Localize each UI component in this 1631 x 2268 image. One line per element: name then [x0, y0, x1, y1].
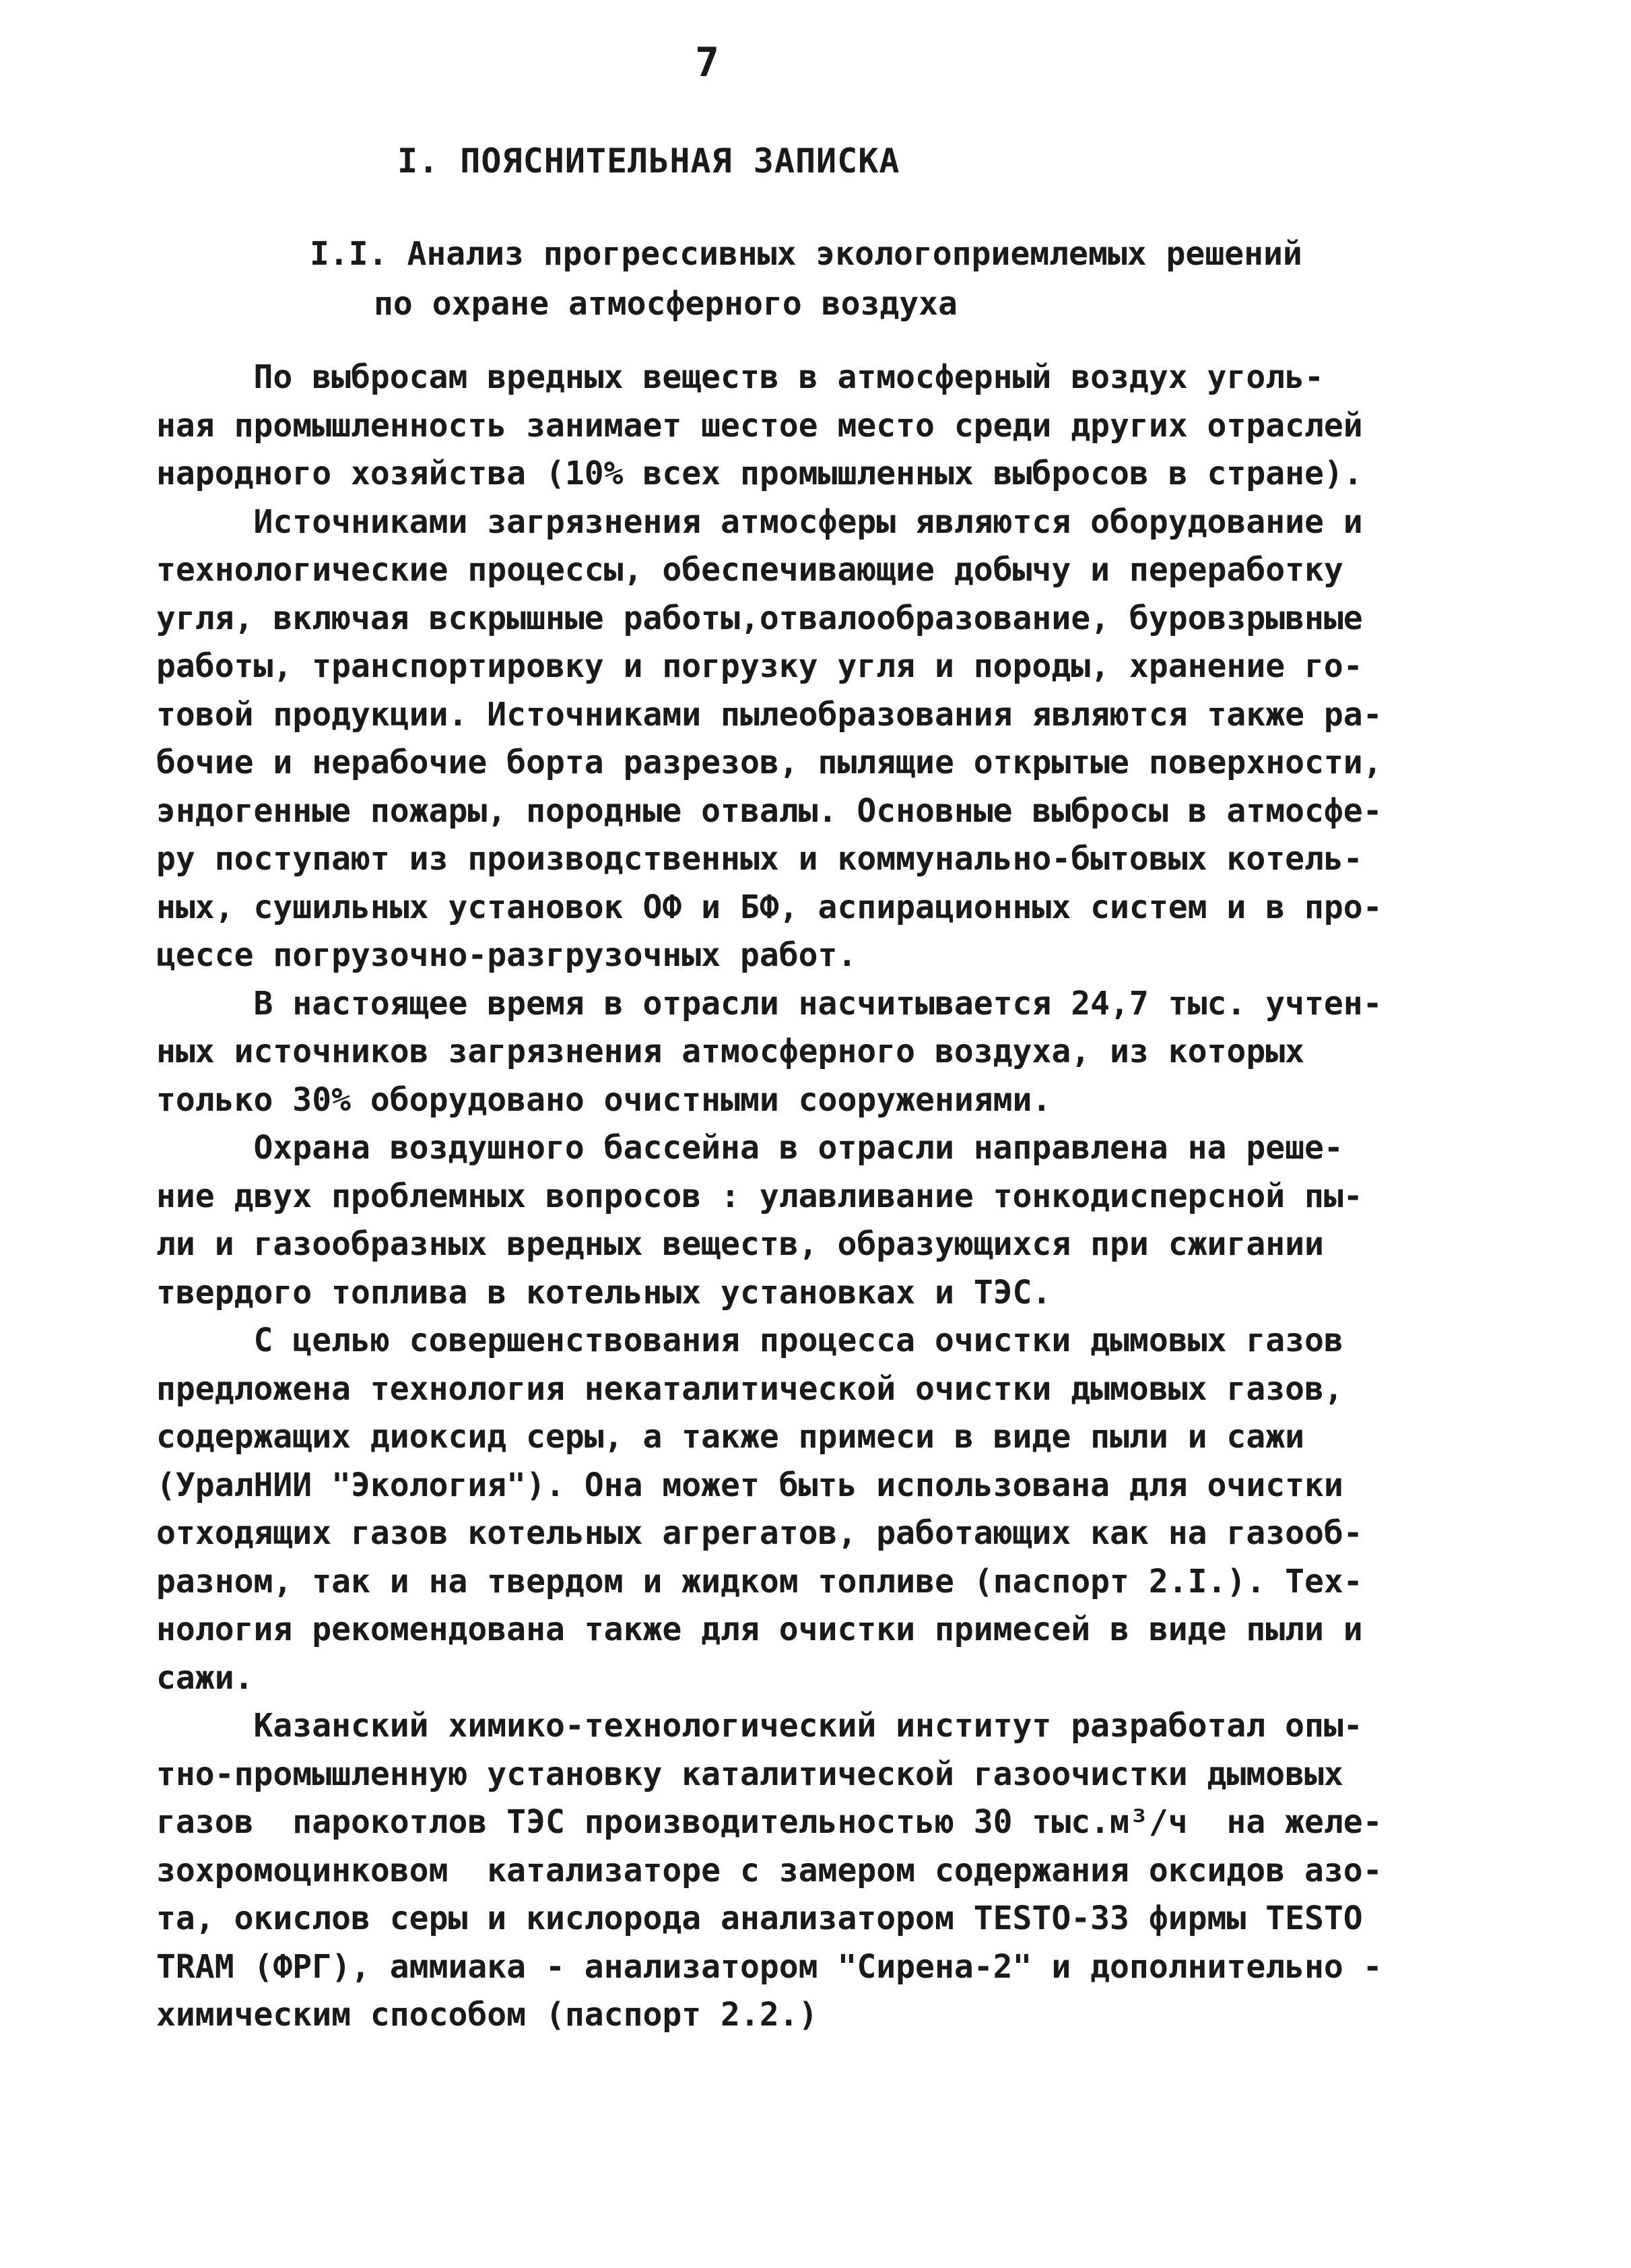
text-line: твердого топлива в котельных установках и ТЭС.	[156, 1273, 1052, 1311]
paragraph	[156, 1124, 1496, 1317]
paragraph	[156, 1317, 1496, 1702]
text-line: (УралНИИ "Экология"). Она может быть использована для очистки	[156, 1466, 1343, 1504]
text-line: ли и газообразных вредных веществ, образующихся при сжигании	[156, 1225, 1324, 1263]
text-line: эндогенные пожары, породные отвалы. Основные выбросы в атмосфе-	[156, 791, 1383, 830]
text-line: ная промышленность занимает шестое место среди других отраслей	[156, 406, 1363, 445]
subsection-title	[310, 229, 1302, 329]
text-line: химическим способом (паспорт 2.2.)	[156, 1996, 818, 2034]
text-line: разном, так и на твердом и жидком топливе (паспорт 2.I.). Тех-	[156, 1562, 1363, 1600]
text-line: TRAM (ФРГ), аммиака - анализатором "Сирена-2" и дополнительно -	[156, 1947, 1383, 1986]
text-line: По выбросам вредных веществ в атмосферный воздух уголь-	[156, 358, 1324, 396]
text-line: предложена технология некаталитической очистки дымовых газов,	[156, 1369, 1343, 1408]
paragraph	[156, 354, 1496, 498]
text-line: зохромоцинковом катализаторе с замером содержания оксидов азо-	[156, 1851, 1383, 1889]
text-line: Казанский химико-технологический институт разработал опы-	[156, 1707, 1363, 1745]
text-line: В настоящее время в отрасли насчитывается 24,7 тыс. учтен-	[156, 984, 1383, 1023]
text-line: угля, включая вскрышные работы,отвалообразование, буровзрывные	[156, 599, 1363, 637]
text-line: Источниками загрязнения атмосферы являются оборудование и	[156, 503, 1363, 541]
text-line: нология рекомендована также для очистки примесей в виде пыли и	[156, 1611, 1363, 1648]
paragraph	[156, 498, 1496, 980]
text-line: газов парокотлов ТЭС производительностью 30 тыс.м³/ч на желе-	[156, 1803, 1383, 1841]
text-line: ру поступают из производственных и коммунально-бытовых котель-	[156, 840, 1363, 878]
text-line: ных источников загрязнения атмосферного воздуха, из которых	[156, 1033, 1305, 1070]
paragraph	[156, 980, 1496, 1125]
text-line: ние двух проблемных вопросов : улавливание тонкодисперсной пы-	[156, 1177, 1363, 1215]
subsection-title-line: по охране атмосферного воздуха	[374, 285, 958, 323]
text-line: Охрана воздушного бассейна в отрасли направлена на реше-	[156, 1129, 1343, 1167]
text-line: С целью совершенствования процесса очистки дымовых газов	[156, 1322, 1343, 1359]
text-line: технологические процессы, обеспечивающие добычу и переработку	[156, 551, 1343, 589]
page-number: 7	[694, 39, 720, 86]
paragraph	[156, 1702, 1496, 2040]
text-line: народного хозяйства (10% всех промышленных выбросов в стране).	[156, 455, 1363, 492]
text-line: тно-промышленную установку каталитической газоочистки дымовых	[156, 1755, 1343, 1793]
text-line: работы, транспортировку и погрузку угля и породы, хранение го-	[156, 647, 1363, 685]
text-line: отходящих газов котельных агрегатов, работающих как на газооб-	[156, 1514, 1363, 1552]
body-text	[156, 354, 1496, 2040]
text-line: бочие и нерабочие борта разрезов, пылящие открытые поверхности,	[156, 744, 1383, 781]
subsection-title-line: I.I. Анализ прогрессивных экологоприемлемых решений	[310, 235, 1302, 273]
text-line: цессе погрузочно-разгрузочных работ.	[156, 936, 857, 974]
text-line: ных, сушильных установок ОФ и БФ, аспирационных систем и в про-	[156, 888, 1383, 926]
text-line: сажи.	[156, 1658, 254, 1697]
text-line: та, окислов серы и кислорода анализатором TESTO-33 фирмы TESTO	[156, 1900, 1363, 1937]
text-line: содержащих диоксид серы, а также примеси в виде пыли и сажи	[156, 1418, 1305, 1456]
text-line: товой продукции. Источниками пылеобразования являются также ра-	[156, 695, 1383, 734]
text-line: только 30% оборудовано очистными сооружениями.	[156, 1080, 1052, 1119]
section-title: I. ПОЯСНИТЕЛЬНАЯ ЗАПИСКА	[397, 141, 900, 181]
